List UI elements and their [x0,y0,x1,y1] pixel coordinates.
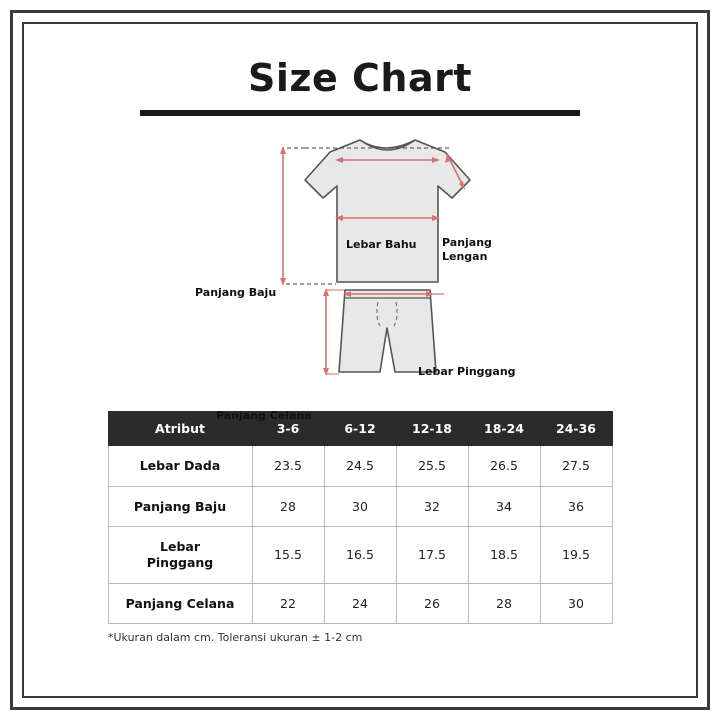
cell-lebar-dada-24-36: 27.5 [540,446,612,487]
cell-lebar-pinggang-3-6: 15.5 [252,527,324,583]
table-header-size-6-12: 6-12 [324,412,396,446]
cell-panjang-celana-24-36: 30 [540,583,612,624]
cell-lebar-dada-3-6: 23.5 [252,446,324,487]
label-shoulder-width: Lebar Bahu [346,238,417,251]
cell-lebar-dada-18-24: 26.5 [468,446,540,487]
cell-lebar-pinggang-12-18: 17.5 [396,527,468,583]
measurement-note: *Ukuran dalam cm. Toleransi ukuran ± 1-2 cm [108,631,363,645]
cell-panjang-baju-18-24: 34 [468,486,540,527]
page-title: Size Chart [247,56,472,100]
title-underline [140,110,580,116]
label-sleeve-length [442,236,492,264]
cell-panjang-baju-3-6: 28 [252,486,324,527]
table-row [108,446,612,487]
row-attribute-lebar-pinggang [108,527,252,583]
cell-lebar-dada-12-18: 25.5 [396,446,468,487]
table-header-size-24-36: 24-36 [540,412,612,446]
cell-panjang-celana-6-12: 24 [324,583,396,624]
row-attribute-panjang-baju: Panjang Baju [108,486,252,527]
cell-lebar-dada-6-12: 24.5 [324,446,396,487]
cell-panjang-celana-12-18: 26 [396,583,468,624]
label-sleeve-length-line2: Lengan [442,249,488,263]
row-attribute-lebar-pinggang-line1: Lebar [160,539,200,555]
shorts-shape [339,290,436,372]
label-sleeve-length-line1: Panjang [442,236,492,249]
row-attribute-lebar-dada: Lebar Dada [108,446,252,487]
cell-lebar-pinggang-18-24: 18.5 [468,527,540,583]
cell-panjang-baju-6-12: 30 [324,486,396,527]
table-header-attribute: Atribut [108,412,252,446]
cell-panjang-baju-12-18: 32 [396,486,468,527]
table-header-row [108,412,612,446]
garment-illustration [40,122,680,422]
page-content [40,40,680,680]
cell-lebar-pinggang-24-36: 19.5 [540,527,612,583]
label-waist-width: Lebar Pinggang [418,365,516,378]
table-header-size-12-18: 12-18 [396,412,468,446]
garment-diagram-svg [40,122,680,407]
row-attribute-lebar-pinggang-line2: Pinggang [146,554,214,570]
row-attribute-panjang-celana: Panjang Celana [108,583,252,624]
cell-panjang-celana-3-6: 22 [252,583,324,624]
cell-lebar-pinggang-6-12: 16.5 [324,527,396,583]
table-row [108,527,612,583]
label-shirt-length: Panjang Baju [195,286,277,299]
table-row [108,583,612,624]
size-table [108,411,613,624]
table-header-size-18-24: 18-24 [468,412,540,446]
table-row [108,486,612,527]
label-pants-length: Panjang Celana [216,409,312,422]
cell-panjang-celana-18-24: 28 [468,583,540,624]
table-header-size-3-6: 3-6 [252,412,324,446]
cell-panjang-baju-24-36: 36 [540,486,612,527]
